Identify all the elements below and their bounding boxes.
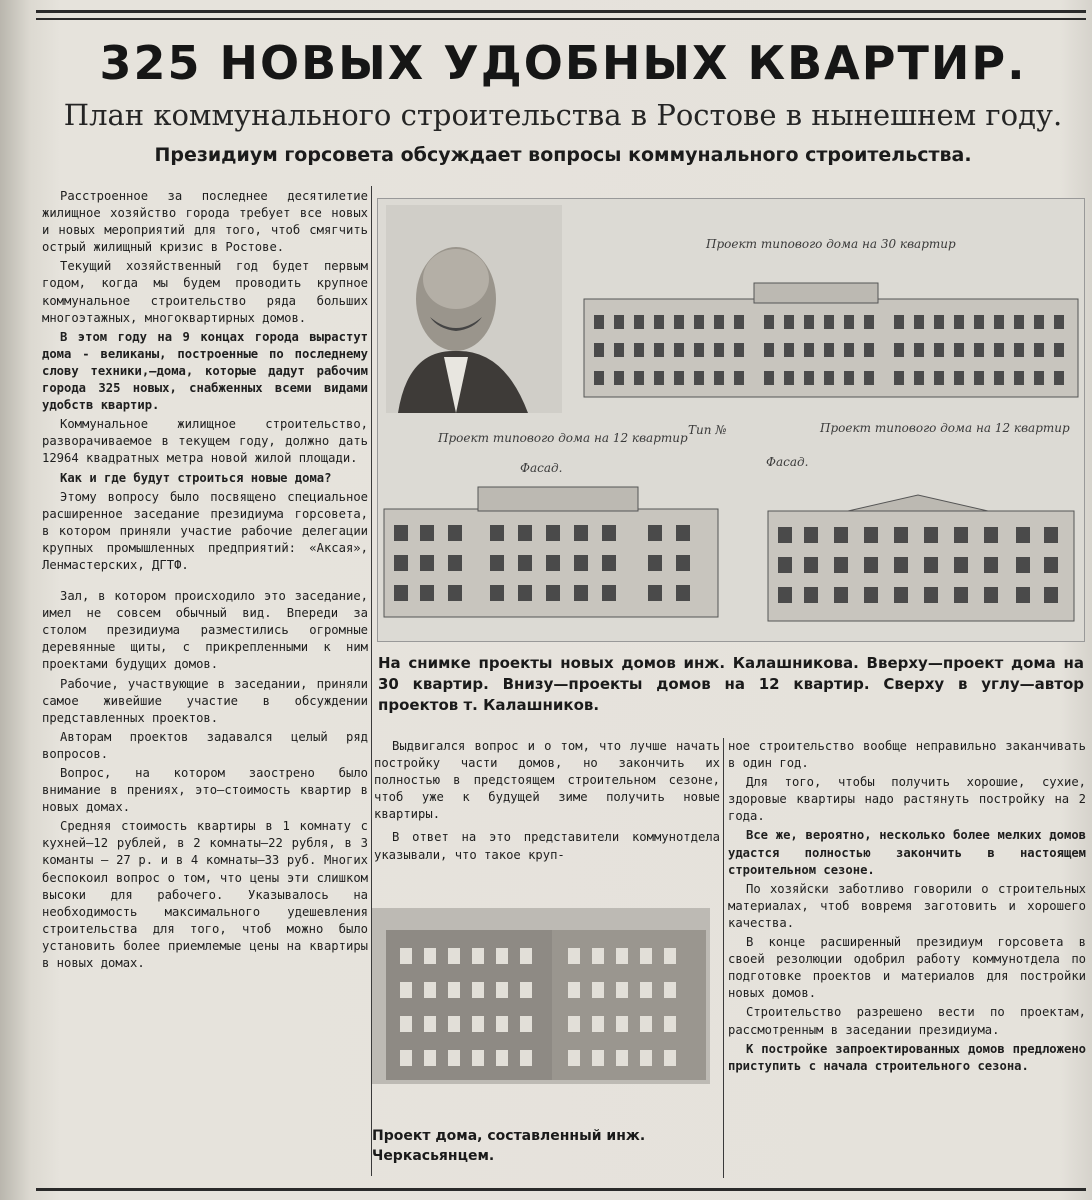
paragraph: Все же, вероятно, несколько более мелких домов удастся полностью закончить в настоящем строительном сезоне. [728,828,1086,877]
sketch-label-bottom-right-sub: Фасад. [766,455,809,469]
sketch-label-type: Тип № [688,423,727,437]
paragraph: Этому вопросу было посвящено специальное расширенное заседание президиума горсовета, в котором приняли участие рабочие делегации крупных промышленных предприятий: «Аксая», Ленмастерских, ДГТФ. [42,489,368,572]
paragraph: Средняя стоимость квартиры в 1 комнату с кухней—12 рублей, в 2 комнаты—22 рубля, в 3 команты — 27 р. и в 4 комнаты—33 руб. Многих беспокоил вопрос о том, что цены эти слишком высоки для рабочего. Указывалось на необходимость максимального удешевления строительства для того, чтоб можно было установить более приемлемые цены на квартиры в новых домах. [42,819,368,971]
paragraph: Для того, чтобы получить хорошие, сухие, здоровые квартиры надо растянуть постройку на 2 года. [728,775,1086,824]
top-rule-thin [36,18,1086,20]
paragraph: Строительство разрешено вести по проектам, рассмотренным в заседании президиума. [728,1005,1086,1037]
paragraph: Коммунальное жилищное строительство, разворачиваемое в текущем году, должно дать 12964 квадратных метра новой жилой площади. [42,417,368,466]
paragraph: Как и где будут строиться новые дома? [60,470,332,485]
paragraph: Выдвигался вопрос и о том, что лучше начать постройку части домов, но закончить их полностью в предстоящем строительном сезоне, чтоб уже к будущей зиме получить новые квартиры. [374,739,720,822]
paragraph: Вопрос, на котором заострено было внимание в прениях, это—стоимость квартир в новых домах. [42,766,368,815]
subheadline-2: Президиум горсовета обсуждает вопросы коммунального строительства. [154,144,972,166]
paragraph: По хозяйски заботливо говорили о строительных материалах, чтоб вовремя заготовить и хорошего качества. [728,881,1086,930]
portrait-kalashnikov [386,205,562,413]
paragraph: К постройке запроектированных домов предложено приступить с начала строительного сезона. [728,1041,1086,1073]
top-rule [36,10,1086,13]
sketch-label-bottom-left-sub: Фасад. [520,461,563,475]
sketch-label-bottom-right: Проект типового дома на 12 квартир [820,421,1070,435]
column-divider [723,738,724,1178]
paragraph: В этом году на 9 концах города вырастут дома - великаны, построенные по последнему слову техники,—дома, которые дадут рабочим города 325 новых, снабженных всеми видами удобств квартир. [42,329,368,413]
photo-caption: На снимке проекты новых домов инж. Калашникова. Вверху—проект дома на 30 квартир. Внизу—проекты домов на 12 квартир. Сверху в углу—автор проектов т. Калашников. [378,654,1084,714]
building-30-apartments [584,283,1078,397]
subheadline: План коммунального строительства в Ростове в нынешнем году. [63,98,1063,132]
paragraph: Текущий хозяйственный год будет первым годом, когда мы будем проводить крупное коммунальное строительство ряда больших многоэтажных, многоквартирных домов. [42,259,368,325]
photo2-caption: Проект дома, составленный инж. Черкасьянцем. [372,1128,646,1164]
paragraph: В ответ на это представители коммунотдела указывали, что такое круп- [374,830,720,862]
bottom-rule [36,1188,1086,1191]
sketch-label-top: Проект типового дома на 30 квартир [706,237,956,251]
building-12-apartments-right [768,495,1074,621]
building-sketches-image [378,199,1084,641]
architectural-projects-photo [377,198,1085,642]
paragraph: В конце расширенный президиум горсовета в своей резолюции одобрил работу коммунотдела по подготовке проектов и материалов для постройки новых домов. [728,935,1086,1001]
sketch-label-bottom-left: Проект типового дома на 12 квартир [438,431,688,445]
paragraph: Расстроенное за последнее десятилетие жилищное хозяйство города требует все новых и новых мероприятий для того, чтоб смягчить острый жилищный кризис в Ростове. [42,189,368,255]
cherkasyants-project-photo [372,908,710,1084]
headline: 325 НОВЫХ УДОБНЫХ КВАРТИР. [99,36,1027,90]
middle-column [374,738,720,864]
right-column [728,738,1086,1075]
paragraph: Авторам проектов задавался целый ряд вопросов. [42,729,368,761]
building-photo-image [372,908,710,1084]
left-column [42,188,368,972]
paragraph: Зал, в котором происходило это заседание, имел не совсем обычный вид. Впереди за столом президиума разместились огромные деревянные щиты, с прикрепленными к ним проектами будущих домов. [42,589,368,672]
paragraph: Рабочие, участвующие в заседании, приняли самое живейшие участие в обсуждении представленных проектов. [42,676,368,725]
paragraph: ное строительство вообще неправильно заканчивать в один год. [728,739,1086,771]
